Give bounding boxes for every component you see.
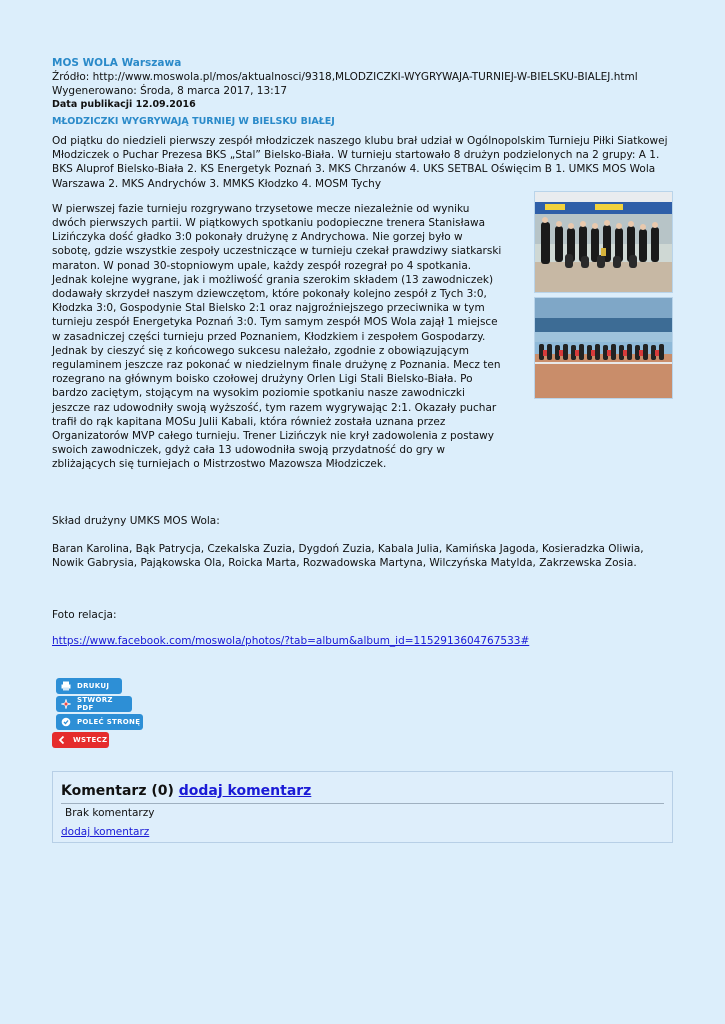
team-photo-1[interactable] [534,191,673,293]
photo-column [534,191,673,403]
print-button[interactable] [56,678,122,694]
photo-album-link[interactable]: https://www.facebook.com/moswola/photos/?tab=album&album_id=1152913604767533# [52,635,530,648]
source-url: Źródło: http://www.moswola.pl/mos/aktualnosci/9318,MLODZICZKI-WYGRYWAJA-TURNIEJ-W-BIELSKU-BIALEJ.html [52,71,638,83]
action-buttons [52,678,673,748]
add-comment-link-bottom[interactable]: dodaj komentarz [61,826,150,839]
publication-date: Data publikacji 12.09.2016 [52,99,196,110]
printer-icon [61,681,71,691]
print-button-label: DRUKUJ [77,682,110,691]
comments-box [52,771,673,843]
photo-report-heading: Foto relacja: [52,609,117,622]
article-paragraph-2: W pierwszej fazie turnieju rozgrywano trzysetowe mecze niezależnie od wyniku dwóch pierwszych partii. W piątkowych spotkaniu podopieczne trenera Stanisława Lizińczyka dość gładko 3:0 pokonały drużynę z Andrychowa. Nie gorzej było w sobotę, gdzie wszystkie zespoły uczestniczące w turnieju czekał prawdziwy siatkarski maraton. W ponad 30-stopniowym upale, każdy zespół rozegrał po 4 spotkania. Jednak kolejne wygrane, jak i możliwość grania szerokim składem (13 zawodniczek) dodawały skrzydeł naszym dziewczętom, które pokonały kolejno zespół z Tych 3:0, Kłodzka 3:0, Gospodynie Stal Bielsko 2:1 oraz najgroźniejszego przeciwnika w tym turnieju zespół Energetyka Poznań 3:0. Tym samym zespół MOS Wola zajął 1 miejsce w zasadniczej części turnieju przed Poznaniem, Kłodzkiem i zespołem Gospodarzy. Jednak by cieszyć się z końcowego sukcesu należało, zgodnie z obowiązującym regulaminem jeszcze raz pokonać w niedzielnym finale drużynę z Poznania. Mecz ten rozegrano na głównym boisko czołowej drużyny Orlen Ligi Stali Bielsko-Biała. Po bardzo zaciętym, stojącym na wysokim poziomie spotkaniu nasze zawodniczki jeszcze raz udowodniły swoją wyższość, tym razem wygrywając 2:1. Okazały puchar trafił do rąk kapitana MOSu Julii Kabali, która również została uznana przez Organizatorów MVP całego turnieju. Trener Lizińczyk nie krył zadowolenia z postawy swoich zawodniczek, gdyż cała 13 udowodniła swoją przydatność do gry w zbliżających się turniejach o Mistrzostwo Mazowsza Młodziczek. [52,202,502,471]
comments-title: Komentarz (0) [61,783,174,800]
article-paragraph-1: Od piątku do niedzieli pierwszy zespół młodziczek naszego klubu brał udział w Ogólnopolskim Turnieju Piłki Siatkowej Młodziczek o Puchar Prezesa BKS „Stal” Bielsko-Biała. W turnieju startowało 8 drużyn podzielonych na 2 grupy: A 1. BKS Aluprof Bielsko-Biała 2. KS Energetyk Poznań 3. MKS Chrzanów 4. UKS SETBAL Oświęcim B 1. UMKS MOS Wola Warszawa 2. MKS Andrychów 3. MMKS Kłodzko 4. MOSM Tychy [52,135,668,190]
back-button-label: WSTECZ [73,736,108,745]
generated-date: Wygenerowano: Środa, 8 marca 2017, 13:17 [52,85,288,97]
team-heading: Skład drużyny UMKS MOS Wola: [52,514,220,527]
team-list: Baran Karolina, Bąk Patrycja, Czekalska Zuzia, Dygdoń Zuzia, Kabala Julia, Kamińska Jagoda, Kosieradzka Oliwia, Nowik Gabrysia, Pająkowska Ola, Roicka Marta, Rozwadowska Martyna, Wilczyńska Matylda, Zakrzewska Zosia. [52,542,644,570]
recommend-page-button-label: POLEĆ STRONĘ [77,718,141,727]
article-title: MŁODZICZKI WYGRYWAJĄ TURNIEJ W BIELSKU BIAŁEJ [52,116,335,127]
recommend-page-button[interactable] [56,714,143,730]
add-comment-link[interactable]: dodaj komentarz [178,783,312,800]
site-name: MOS WOLA Warszawa [52,57,182,69]
create-pdf-button[interactable] [56,696,132,712]
create-pdf-button-label: STWÓRZ PDF [77,696,113,713]
comments-header [61,782,664,804]
pdf-icon [61,699,71,709]
back-button[interactable] [52,732,109,748]
recommend-icon [61,717,71,727]
team-photo-2[interactable] [534,297,673,399]
no-comments-text: Brak komentarzy [65,807,155,820]
back-arrow-icon [57,735,67,745]
print-page [52,56,673,843]
